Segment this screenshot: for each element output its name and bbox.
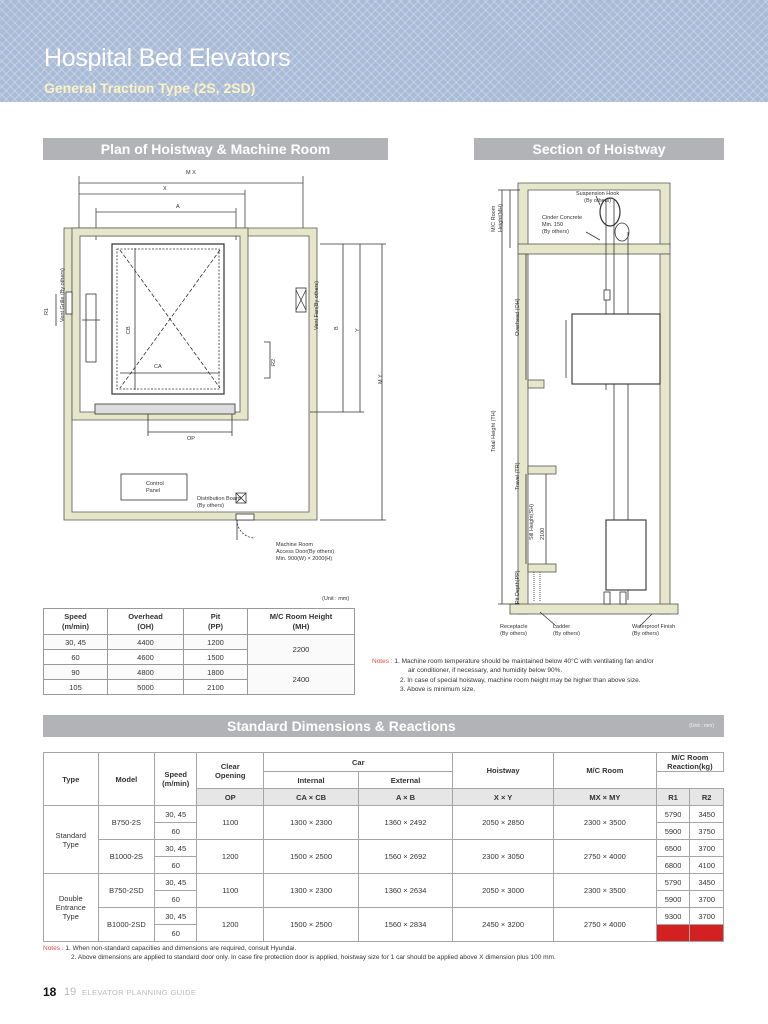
th-internal: Internal [264, 772, 358, 789]
label-x: X [163, 186, 167, 192]
cell-ca-cb: 1300 × 2300 [264, 874, 358, 908]
cell-model: B1000-2SD [98, 908, 155, 942]
cell-mx-my: 2750 × 4000 [553, 840, 656, 874]
th-mx-my: MX × MY [553, 789, 656, 806]
label-cb: CB [126, 326, 132, 334]
cell-r2: 3450 [690, 806, 724, 823]
label-ca: CA [154, 364, 162, 370]
cell-speed: 30, 45 [155, 874, 197, 891]
th-overhead: Overhead (OH) [108, 609, 184, 635]
cell-x-y: 2300 × 3050 [453, 840, 554, 874]
cell-model: B750-2S [98, 806, 155, 840]
cell-r1: 6800 [656, 857, 690, 874]
th-x-y: X × Y [453, 789, 554, 806]
note-line: 2. In case of special hoistway, machine room height may be higher than above size. [400, 676, 641, 684]
cell-speed: 60 [155, 925, 197, 942]
cell-mx-my: 2300 × 3500 [553, 806, 656, 840]
label-sill-height: Sill Height(SH) [529, 503, 535, 540]
note-line: 1. When non-standard capacities and dimensions are required, consult Hyundai. [65, 945, 297, 952]
label-r1: R1 [44, 307, 50, 315]
cell-ca-cb: 1300 × 2300 [264, 806, 358, 840]
label-y: Y [355, 328, 361, 332]
th-clear-opening: Clear Opening [197, 753, 264, 789]
note-line: air conditioner, if necessary, and humidity below 90%. [408, 667, 563, 675]
note-line: 3. Above is minimum size. [400, 686, 476, 694]
speed-table-header [44, 609, 355, 635]
label-a: A [176, 204, 180, 210]
cell-op: 1200 [197, 840, 264, 874]
label-r2: R2 [271, 358, 277, 366]
label-vent-grille: Vent Grille (By others) [60, 268, 66, 322]
cell-oh: 4600 [108, 650, 184, 665]
cell-mx-my: 2300 × 3500 [553, 874, 656, 908]
cell-r1: 9300 [656, 908, 690, 925]
table-row [44, 908, 724, 925]
speed-table [43, 608, 355, 695]
th-hoistway: Hoistway [453, 753, 554, 789]
cell-x-y: 2450 × 3200 [453, 908, 554, 942]
cell-r2: 3450 [690, 874, 724, 891]
label-receptacle: Receptacle (By others) [500, 624, 528, 638]
cell-r2: 3750 [690, 823, 724, 840]
table-row [44, 874, 724, 891]
cell-oh: 5000 [108, 680, 184, 695]
cell-type: Standard Type [44, 806, 99, 874]
standard-section-title: Standard Dimensions & Reactions [227, 718, 456, 734]
th-ca-cb: CA × CB [264, 789, 358, 806]
plan-unit: (Unit : mm) [322, 596, 350, 602]
cell-pp: 1200 [184, 635, 248, 650]
cell-speed: 60 [155, 857, 197, 874]
cell-pp: 1500 [184, 650, 248, 665]
cell-oh: 4800 [108, 665, 184, 680]
cell-mx-my: 2750 × 4000 [553, 908, 656, 942]
cell-a-b: 1560 × 2692 [358, 840, 452, 874]
label-access-door: Machine Room Access Door(By others) Min. 900(W) × 2000(H) [276, 542, 335, 563]
label-my: M Y [378, 374, 384, 384]
cell-r2-highlight: 4100 [690, 925, 724, 942]
label-distribution-board: Distribution Board (By others) [197, 496, 241, 510]
th-external: External [358, 772, 452, 789]
th-model: Model [98, 753, 155, 806]
cell-r1: 5900 [656, 891, 690, 908]
cell-oh: 4400 [108, 635, 184, 650]
cell-speed: 60 [155, 823, 197, 840]
cell-speed: 60 [44, 650, 108, 665]
label-ladder: Ladder (By others) [553, 624, 580, 638]
table-row [44, 665, 355, 680]
page-number-facing: 19 [64, 986, 77, 998]
label-suspension-hook: Suspension Hook (By others) [576, 191, 620, 205]
cell-r1: 6500 [656, 840, 690, 857]
cell-a-b: 1360 × 2492 [358, 806, 452, 840]
label-op: OP [187, 436, 195, 442]
th-mh: M/C Room Height (MH) [248, 609, 355, 635]
label-pit-depth: Pit Depth(PP) [515, 570, 521, 604]
cell-speed: 105 [44, 680, 108, 695]
th-op: OP [197, 789, 264, 806]
label-mc-room-height: M/C Room Height(MH) [491, 203, 505, 232]
dimensions-table [43, 752, 724, 942]
notes-label: Notes : [43, 945, 64, 952]
label-total-height: Total Height (TH) [491, 410, 497, 452]
label-cinder-concrete: Cinder Concrete Min. 150 (By others) [542, 215, 583, 236]
cell-mh: 2400 [248, 665, 355, 695]
table-row [44, 635, 355, 650]
cell-mh: 2200 [248, 635, 355, 665]
cell-r1: 5790 [656, 874, 690, 891]
th-r1: R1 [656, 789, 690, 806]
label-waterproof: Waterproof Finish (By others) [632, 624, 676, 638]
th-speed: Speed (m/min) [155, 753, 197, 806]
cell-r1: 5900 [656, 823, 690, 840]
page-title: Hospital Bed Elevators [44, 44, 291, 72]
cell-r2: 3700 [690, 840, 724, 857]
page-number: 18 [43, 985, 57, 999]
note-line: 2. Above dimensions are applied to standard door only. In case fire protection door is applied, hoistway size for 1 car should be applied above X dimension plus 100 mm. [71, 954, 556, 962]
standard-unit: (Unit : mm) [689, 723, 714, 729]
cell-a-b: 1360 × 2634 [358, 874, 452, 908]
notes-label: Notes : [372, 658, 393, 665]
table-row [44, 806, 724, 823]
th-type: Type [44, 753, 99, 806]
cell-op: 1100 [197, 874, 264, 908]
note-line: 1. Machine room temperature should be maintained below 40°C with ventilating fan and/or [394, 658, 654, 665]
cell-r2: 4100 [690, 857, 724, 874]
cell-r1-highlight: 7500 [656, 925, 690, 942]
label-vent-fan: Vent Fan(By others) [314, 281, 320, 330]
th-speed: Speed (m/min) [44, 609, 108, 635]
cell-r2: 3700 [690, 908, 724, 925]
cell-ca-cb: 1500 × 2500 [264, 840, 358, 874]
th-car: Car [264, 753, 453, 772]
standard-section-bar [43, 715, 724, 737]
th-a-b: A × B [358, 789, 452, 806]
cell-a-b: 1560 × 2834 [358, 908, 452, 942]
th-r2: R2 [690, 789, 724, 806]
cell-r2: 3700 [690, 891, 724, 908]
cell-speed: 30, 45 [155, 806, 197, 823]
cell-speed: 30, 45 [44, 635, 108, 650]
page-subtitle: General Traction Type (2S, 2SD) [44, 80, 256, 96]
cell-type: Double Entrance Type [44, 874, 99, 942]
cell-x-y: 2050 × 2850 [453, 806, 554, 840]
cell-ca-cb: 1500 × 2500 [264, 908, 358, 942]
label-control-panel: Control Panel [146, 481, 164, 495]
footer-title: ELEVATOR PLANNING GUIDE [82, 988, 197, 997]
cell-op: 1100 [197, 806, 264, 840]
label-overhead: Overhead (OH) [515, 298, 521, 336]
th-reaction: M/C Room Reaction(kg) [656, 753, 723, 772]
cell-speed: 30, 45 [155, 840, 197, 857]
th-pit: Pit (PP) [184, 609, 248, 635]
cell-x-y: 2050 × 3000 [453, 874, 554, 908]
cell-model: B1000-2S [98, 840, 155, 874]
label-travel: Travel (TR) [515, 462, 521, 490]
label-mx: M X [186, 170, 196, 176]
cell-r1: 5790 [656, 806, 690, 823]
cell-speed: 60 [155, 891, 197, 908]
notes-machine-room [372, 657, 724, 695]
th-mc-room: M/C Room [553, 753, 656, 789]
label-sill-value: 2100 [540, 527, 546, 540]
notes-dimensions [43, 944, 724, 963]
table-row [44, 840, 724, 857]
cell-op: 1200 [197, 908, 264, 942]
label-b: B [334, 326, 340, 330]
cell-pp: 2100 [184, 680, 248, 695]
cell-speed: 30, 45 [155, 908, 197, 925]
cell-pp: 1800 [184, 665, 248, 680]
plan-section-title: Plan of Hoistway & Machine Room [100, 141, 331, 157]
cell-speed: 90 [44, 665, 108, 680]
cell-model: B750-2SD [98, 874, 155, 908]
hoistway-section-title: Section of Hoistway [532, 141, 666, 157]
